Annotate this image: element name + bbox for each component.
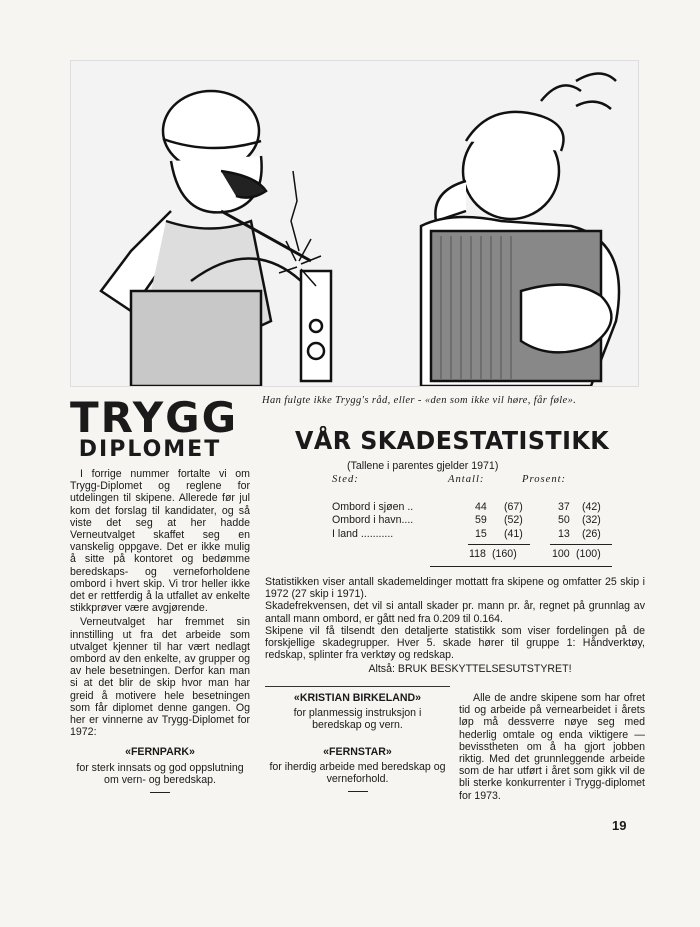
illustration-caption: Han fulgte ikke Trygg's råd, eller - «den som ikke vil høre, får føle».	[262, 395, 577, 406]
header-percent: Prosent:	[522, 474, 567, 485]
table-sum-line-count	[468, 544, 530, 545]
row-place: I land ...........	[332, 527, 394, 540]
page-number: 19	[612, 818, 627, 833]
left-paragraph-1: I forrige nummer fortalte vi om Trygg-Diplomet og reglene for utdelingen til skipene. Allerede før jul kom det forslag til kandidater, og så viste det seg at her hadde Verneutvalget skaffet seg en vanskelig oppgave. Det er ikke mulig å sitte på kontoret og bedømme beredskaps- og verneforholdene ombord i hvert skip. Vi tror heller ikke det er rettferdig å la utfallet av enkelte stikkprøver være avgjørende.	[70, 468, 250, 615]
winner-fernstar-reason: for iherdig arbeide med beredskap og verneforhold.	[269, 760, 446, 786]
row-count: 15	[475, 527, 487, 540]
winner-fernpark-name: «FERNPARK»	[125, 746, 195, 759]
right-paragraph: Alle de andre skipene som har ofret tid og arbeide på vernearbeidet i årets løp må dessverre nøye seg med hederlig omtale og enda viktigere — bevisstheten om å ha gjort jobben riktig. Med det grunnleggende arbeide som de har utført i året som gikk vil de bli sterke konkurrenter i Trygg-diplomet for 1973.	[459, 692, 645, 802]
trygg-diplomet-logo	[70, 393, 239, 462]
header-place: Sted:	[332, 474, 359, 485]
table-total-row	[332, 548, 645, 562]
statistics-title: VÅR SKADESTATISTIKK	[295, 426, 610, 455]
row-percent: 50	[558, 514, 570, 526]
row-count: 59	[475, 514, 487, 526]
logo-line2: DIPLOMET	[78, 437, 222, 462]
middle-column	[265, 684, 450, 792]
winner-birkeland-reason: for planmessig instruksjon i beredskap og vern.	[293, 707, 422, 732]
winner-fernpark-reason: for sterk innsats og god oppslutning om vern- og beredskap.	[76, 761, 244, 786]
logo-line1: TRYGG	[70, 393, 239, 442]
row-count-prev: (67)	[504, 500, 523, 513]
row-percent-prev: (42)	[582, 500, 601, 513]
cartoon-illustration	[70, 60, 639, 387]
statistics-paragraph-3: Skipene vil få tilsendt den detaljerte statistikk som viser fordelingen på de forskjellige skadegrupper. Hver 5. skade hører til gruppe 1: Håndverktøy, redskap, splinter fra verktøy og redskap.	[265, 624, 645, 662]
row-count: 44	[475, 500, 487, 513]
divider	[150, 792, 170, 793]
header-count: Antall:	[448, 474, 485, 485]
statistics-table	[300, 474, 645, 562]
row-percent-prev: (32)	[582, 514, 601, 526]
table-row	[332, 528, 645, 542]
statistics-body	[265, 576, 645, 676]
total-count-prev: (160)	[492, 548, 517, 560]
row-count-prev: (52)	[504, 514, 523, 526]
divider	[348, 791, 368, 792]
right-column	[459, 692, 645, 804]
welder-cartoon	[71, 61, 638, 386]
row-percent: 13	[558, 527, 570, 540]
row-percent-prev: (26)	[582, 527, 601, 540]
table-bottom-line	[430, 566, 612, 567]
row-place: Ombord i sjøen ..	[332, 500, 414, 513]
row-percent: 37	[558, 500, 570, 513]
statistics-subtitle: (Tallene i parentes gjelder 1971)	[347, 460, 499, 472]
left-column	[70, 468, 250, 793]
statistics-paragraph-1: Statistikken viser antall skademeldinger mottatt fra skipene og omfatter 25 skip i 1972 (27 skip i 1971).	[265, 576, 645, 601]
table-row	[332, 501, 645, 515]
total-count: 118	[469, 548, 486, 560]
winner-birkeland-name: «KRISTIAN BIRKELAND»	[293, 692, 422, 704]
table-row	[332, 514, 645, 528]
winner-fernstar-name: «FERNSTAR»	[323, 745, 392, 758]
row-place: Ombord i havn....	[332, 514, 414, 526]
total-percent: 100	[552, 548, 570, 560]
left-paragraph-2: Verneutvalget har fremmet sin innstilling ut fra det arbeide som utvalget kjenner til har vært nedlagt ombord av den enkelte, av grupper og av hele besetningen. Derfor kan man si at det blir de skip hvor man har greid å motivere hele besetningen som får diplomet denne gangen. Og her er vinnerne av Trygg-Diplomet for 1972:	[70, 616, 250, 739]
table-header-row	[300, 474, 645, 488]
statistics-slogan: Altså: BRUK BESKYTTELSESUTSTYRET!	[368, 663, 572, 676]
row-count-prev: (41)	[504, 527, 523, 540]
total-percent-prev: (100)	[576, 548, 601, 560]
table-sum-line-percent	[550, 544, 612, 545]
statistics-paragraph-2: Skadefrekvensen, det vil si antall skader pr. mann pr. år, regnet på grunnlag av antall mann ombord, er gått ned fra 0.209 til 0.164.	[265, 600, 645, 625]
